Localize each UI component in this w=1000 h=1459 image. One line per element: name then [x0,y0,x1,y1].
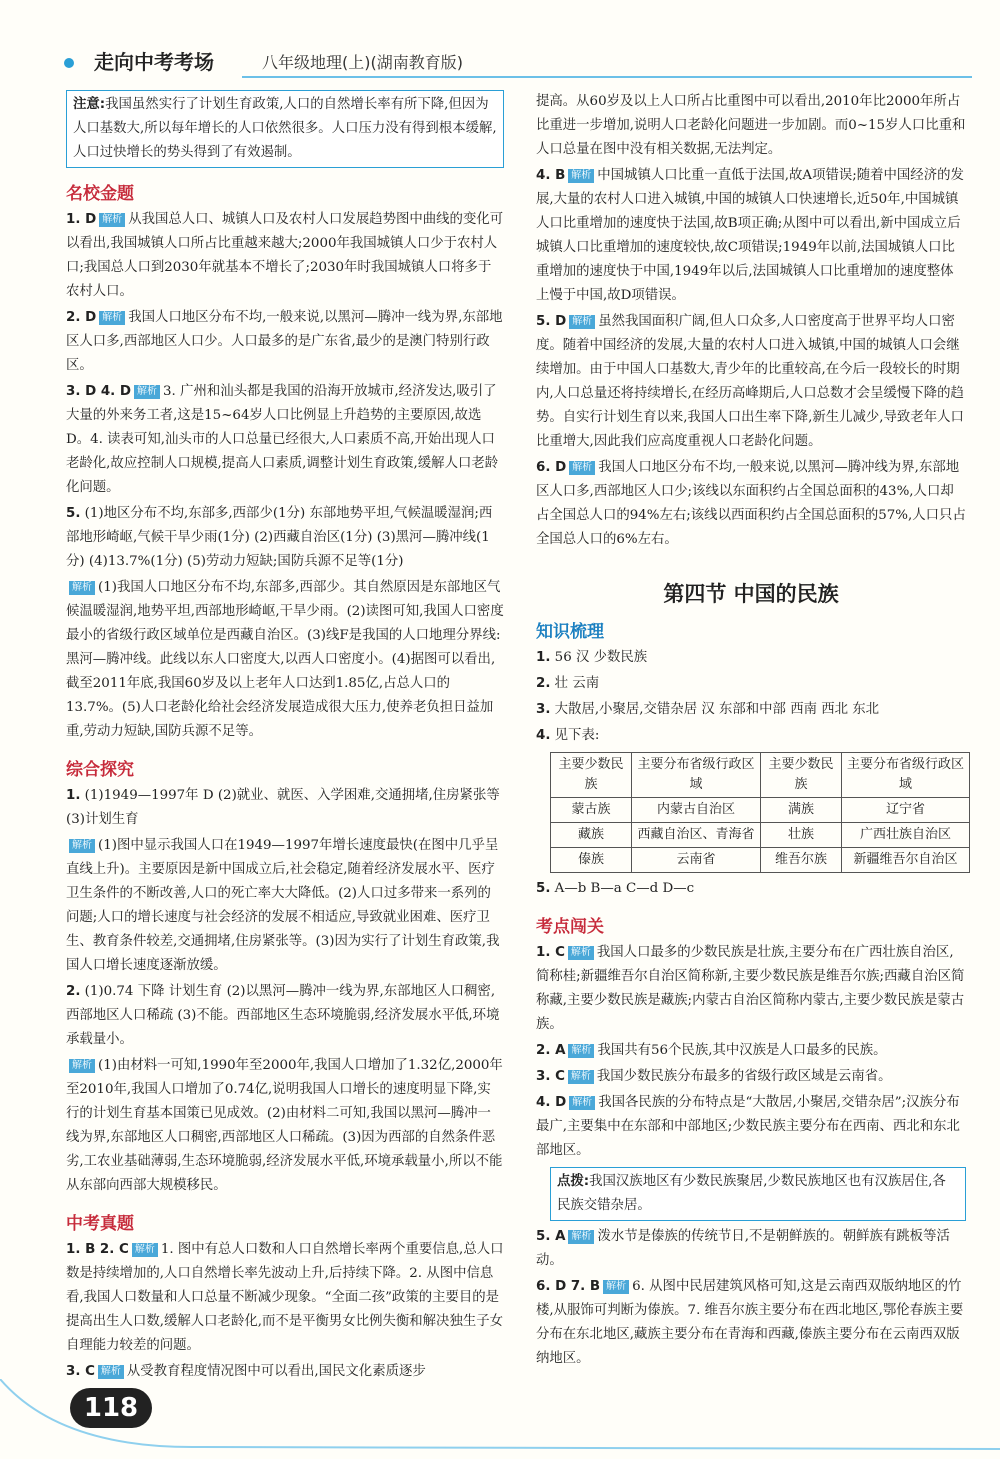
item-text: 虽然我国面积广阔,但人口众多,人口密度高于世界平均人口密度。随着中国经济的发展,大量的农村人口进入城镇,中国的城镇人口会继续增加。由于中国人口基数大,青少年的比重较高,在今后一段较长的时期内,人口总量还将持续增长,在经历高峰期后,人口总数才会呈缓慢下降的趋势。自实行计划生育以来,我国人口出生率下降,新生儿减少,导致老年人口比重增大,因此我们应高度重视人口老龄化问题。 [536,314,964,449]
table-cell: 辽宁省 [841,798,969,823]
item-text: 壮 云南 [554,676,600,691]
item-text: 从受教育程度情况图中可以看出,国民文化素质逐步 [126,1364,426,1379]
table-header-cell: 主要分布省级行政区域 [841,753,969,798]
answer-item [536,724,966,748]
answer-item [66,784,504,832]
item-text: 中国城镇人口比重一直低于法国,故A项错误;随着中国经济的发展,大量的农村人口进入城镇,中国的城镇人口快速增长,近50年,中国城镇人口比重增加的速度快于法国,故B项正确;从图中可以看出,新中国成立后城镇人口比重增加的速度较快,故C项错误;1949年以前,法国城镇人口比重增加的速度快于中国,1949年以后,法国城镇人口比重增加的速度整体上慢于中国,故D项错误。 [536,168,964,303]
table-cell: 维吾尔族 [761,848,842,873]
analysis-tag: 解析 [69,581,95,595]
analysis-tag: 解析 [568,169,594,183]
analysis-tag: 解析 [568,1230,594,1244]
answer-item [536,1039,966,1063]
item-number: 2. [66,984,81,999]
analysis-tag: 解析 [568,1044,594,1058]
item-text: (1)地区分布不均,东部多,西部少(1分) 东部地势平坦,气候温暖湿润;西部地形崎岖,气候干旱少雨(1分) (2)西藏自治区(1分) (3)黑河—腾冲线(1分) (4)13.7%(1分) (5)劳动力短缺;国防兵源不足等(1分) [66,506,493,569]
item-text: 见下表: [554,728,600,743]
book-title: 走向中考考场 [94,50,214,74]
analysis-tag: 解析 [69,1059,95,1073]
answer-item [536,164,966,308]
answer-item [536,941,966,1037]
item-number: 3. C [66,1364,95,1379]
answer-item [536,90,966,162]
item-text: 我国人口地区分布不均,一般来说,以黑河—腾冲线为界,东部地区人口多,西部地区人口少;该线以东面积约占全国总面积的43%,人口却占全国总人口的94%左右;该线以西面积约占全国总面积的57%,人口只占全国总人口的6%左右。 [536,460,966,547]
answer-item [66,1054,504,1198]
analysis-tag: 解析 [134,385,160,399]
item-number: 2. A [536,1043,566,1058]
answer-item [66,502,504,574]
decorative-corner-curve [0,1379,1000,1459]
answer-item [536,1065,966,1089]
table-cell: 蒙古族 [551,798,632,823]
item-number: 3. [536,702,551,717]
item-text: 我国人口最多的少数民族是壮族,主要分布在广西壮族自治区,简称桂;新疆维吾尔自治区简称新,主要少数民族是维吾尔族;西藏自治区简称藏,主要少数民族是藏族;内蒙古自治区简称内蒙古,主要少数民族是蒙古族。 [536,945,965,1032]
answer-item [536,1091,966,1163]
answer-item [66,208,504,304]
answer-item [536,1225,966,1273]
item-text: (1)图中显示我国人口在1949—1997年增长速度最快(在图中几乎呈直线上升)。主要原因是新中国成立后,社会稳定,随着经济发展水平、医疗卫生条件的不断改善,人口的死亡率大大降低。(2)人口过多带来一系列的问题;人口的增长速度与社会经济的发展不相适应,导致就业困难、医疗卫生、教育条件较差,交通拥堵,住房紧张等。(3)因为实行了计划生育政策,我国人口增长速度逐渐放缓。 [66,838,500,973]
item-text: 我国人口地区分布不均,一般来说,以黑河—腾冲一线为界,东部地区人口多,西部地区人口少。人口最多的是广东省,最少的是澳门特别行政区。 [66,310,503,373]
item-number: 2. D [66,310,97,325]
item-number: 1. B 2. C [66,1242,129,1257]
item-text: (1)1949—1997年 D (2)就业、就医、入学困难,交通拥堵,住房紧张等 (3)计划生育 [66,788,500,827]
answer-item [66,834,504,978]
note-label: 注意: [73,97,106,112]
right-top-items [536,90,966,552]
answer-item [536,310,966,454]
item-text: 泼水节是傣族的传统节日,不是朝鲜族的。朝鲜族有跳板等活动。 [536,1229,950,1268]
tip-text: 我国汉族地区有少数民族聚居,少数民族地区也有汉族居住,各民族交错杂居。 [557,1174,946,1213]
item-number: 5. A [536,1229,566,1244]
page-number: 118 [70,1388,152,1428]
book-subtitle: 八年级地理(上)(湖南教育版) [262,53,463,72]
item-text: 1. 图中有总人口数和人口自然增长率两个重要信息,总人口数是持续增加的,人口自然增长率先波动上升,后持续下降。2. 从图中信息看,我国人口数量和人口总量不断减少现象。“全面二孩”政策的主要目的是提高出生人口数,缓解人口老龄化,而不是平衡男女比例失衡和解决独生子女自理能力较差的问题。 [66,1242,504,1353]
item-number: 5. D [536,314,567,329]
answer-item [536,1275,966,1371]
checkpoint-items [536,941,966,1163]
table-header-row [551,753,970,798]
item-number: 4. [536,728,551,743]
knowledge-items [536,646,966,748]
section-title-knowledge: 知识梳理 [536,622,604,642]
item-text: 3. 广州和汕头都是我国的沿海开放城市,经济发达,吸引了大量的外来务工者,这是15~64岁人口比例显上升趋势的主要原因,故选D。4. 读表可知,汕头市的人口总量已经很大,人口素质不高,开始出现人口老龄化,故应控制人口规模,提高人口素质,调整计划生育政策,缓解人口老龄化问题。 [66,384,499,495]
item-text: (1)我国人口地区分布不均,东部多,西部少。其自然原因是东部地区气候温暖湿润,地势平坦,西部地形崎岖,干旱少雨。(2)读图可知,我国人口密度最小的省级行政区域单位是西藏自治区。(3)线F是我国的人口地理分界线:黑河—腾冲线。此线以东人口密度大,以西人口密度小。(4)据图可以看出,截至2011年底,我国60岁及以上老年人口达到1.85亿,占总人口的13.7%。(5)人口老龄化给社会经济发展造成很大压力,使养老负担日益加重,劳动力短缺,国防兵源不足等。 [66,580,504,739]
item-text: 从我国总人口、城镇人口及农村人口发展趋势图中曲线的变化可以看出,我国城镇人口所占比重越来越大;2000年我国城镇人口少于农村人口;我国总人口到2030年就基本不增长了;2030年时我国城镇人口将多于农村人口。 [66,212,504,299]
table-cell: 广西壮族自治区 [841,823,969,848]
answer-item [66,306,504,378]
item-number: 4. B [536,168,566,183]
answer-item [536,672,966,696]
analysis-tag: 解析 [569,461,595,475]
analysis-tag: 解析 [569,315,595,329]
table-header-cell: 主要少数民族 [761,753,842,798]
section-title-checkpoint: 考点闯关 [536,917,604,937]
table-row [551,848,970,873]
page-header [42,40,972,80]
section-title: 综合探究 [66,760,134,780]
item-text: 56 汉 少数民族 [554,650,648,665]
item-text: 提高。从60岁及以上人口所占比重图中可以看出,2010年比2000年所占比重进一步增加,说明人口老龄化问题进一步加剧。而0~15岁人口比重和人口总量在图中没有相关数据,无法判定。 [536,94,966,157]
item-number: 4. D [536,1095,567,1110]
analysis-tag: 解析 [568,1070,594,1084]
analysis-tag: 解析 [568,946,594,960]
item-number: 2. [536,676,551,691]
table-header-cell: 主要分布省级行政区域 [631,753,760,798]
header-rule [242,76,972,78]
item-number: 3. C [536,1069,565,1084]
table-cell: 满族 [761,798,842,823]
table-cell: 藏族 [551,823,632,848]
table-cell: 西藏自治区、青海省 [631,823,760,848]
answer-item [66,576,504,744]
answer-item [66,380,504,500]
item-text: 我国共有56个民族,其中汉族是人口最多的民族。 [597,1043,887,1058]
bullet-dot-icon [64,58,74,68]
item-text: 我国各民族的分布特点是“大散居,小聚居,交错杂居”;汉族分布最广,主要集中在东部和中部地区;少数民族主要分布在西南、西北和东北部地区。 [536,1095,960,1158]
item-text: A—b B—a C—d D—c [554,881,695,896]
analysis-tag: 解析 [98,1365,124,1379]
item-text: 6. 从图中民居建筑风格可知,这是云南西双版纳地区的竹楼,从服饰可判断为傣族。7. 维吾尔族主要分布在西北地区,鄂伦春族主要分布在东北地区,藏族主要分布在青海和西藏,傣族主要分布在云南西双版纳地区。 [536,1279,964,1366]
item-text: 大散居,小聚居,交错杂居 汉 东部和中部 西南 西北 东北 [554,702,880,717]
item-text: 我国少数民族分布最多的省级行政区域是云南省。 [596,1069,892,1084]
answer-item [536,646,966,670]
table-cell: 内蒙古自治区 [631,798,760,823]
item-number: 3. D 4. D [66,384,132,399]
answer-item [536,456,966,552]
analysis-tag: 解析 [99,311,125,325]
chapter-title: 第四节 中国的民族 [663,582,839,606]
section-title: 中考真题 [66,1214,134,1234]
item-text: (1)0.74 下降 计划生育 (2)以黑河—腾冲一线为界,东部地区人口稠密,西部地区人口稀疏 (3)不能。西部地区生态环境脆弱,经济发展水平低,环境承载量小。 [66,984,500,1047]
answer-item [66,1238,504,1358]
item-text: (1)由材料一可知,1990年至2000年,我国人口增加了1.32亿,2000年至2010年,我国人口增加了0.74亿,说明我国人口增长的速度明显下降,实行的计划生育基本国策已见成效。(2)由材料二可知,我国以黑河—腾冲一线为界,东部地区人口稠密,西部地区人口稀疏。(3)因为西部的自然条件恶劣,工农业基础薄弱,生态环境脆弱,经济发展水平低,环境承载量小,所以不能从东部向西部大规模移民。 [66,1058,503,1193]
ethnic-table [550,752,970,873]
analysis-tag: 解析 [603,1280,629,1294]
tip-label: 点拨: [557,1174,590,1189]
answer-item [66,980,504,1052]
note-box [66,90,504,168]
analysis-tag: 解析 [569,1096,595,1110]
table-cell: 壮族 [761,823,842,848]
item-number: 6. D [536,460,567,475]
section-title: 名校金题 [66,184,134,204]
tip-box [550,1167,966,1221]
analysis-tag: 解析 [132,1243,158,1257]
table-cell: 新疆维吾尔自治区 [841,848,969,873]
table-row [551,823,970,848]
table-cell: 云南省 [631,848,760,873]
answer-item [536,698,966,722]
item-number: 5. [66,506,81,521]
item-number: 1. C [536,945,565,960]
item-number: 5. [536,881,551,896]
item-number: 1. D [66,212,97,227]
right-column [536,90,966,1373]
analysis-tag: 解析 [69,839,95,853]
table-row [551,798,970,823]
table-header-cell: 主要少数民族 [551,753,632,798]
item-number: 6. D 7. B [536,1279,601,1294]
item-number: 1. [66,788,81,803]
knowledge-item-5 [536,877,966,901]
note-text: 我国虽然实行了计划生育政策,人口的自然增长率有所下降,但因为人口基数大,所以每年增长的人口依然很多。人口压力没有得到根本缓解,人口过快增长的势头得到了有效遏制。 [73,97,497,160]
checkpoint-items-2 [536,1225,966,1371]
analysis-tag: 解析 [99,213,125,227]
table-cell: 傣族 [551,848,632,873]
left-column [66,90,504,1386]
item-number: 1. [536,650,551,665]
left-sections [66,182,504,1384]
